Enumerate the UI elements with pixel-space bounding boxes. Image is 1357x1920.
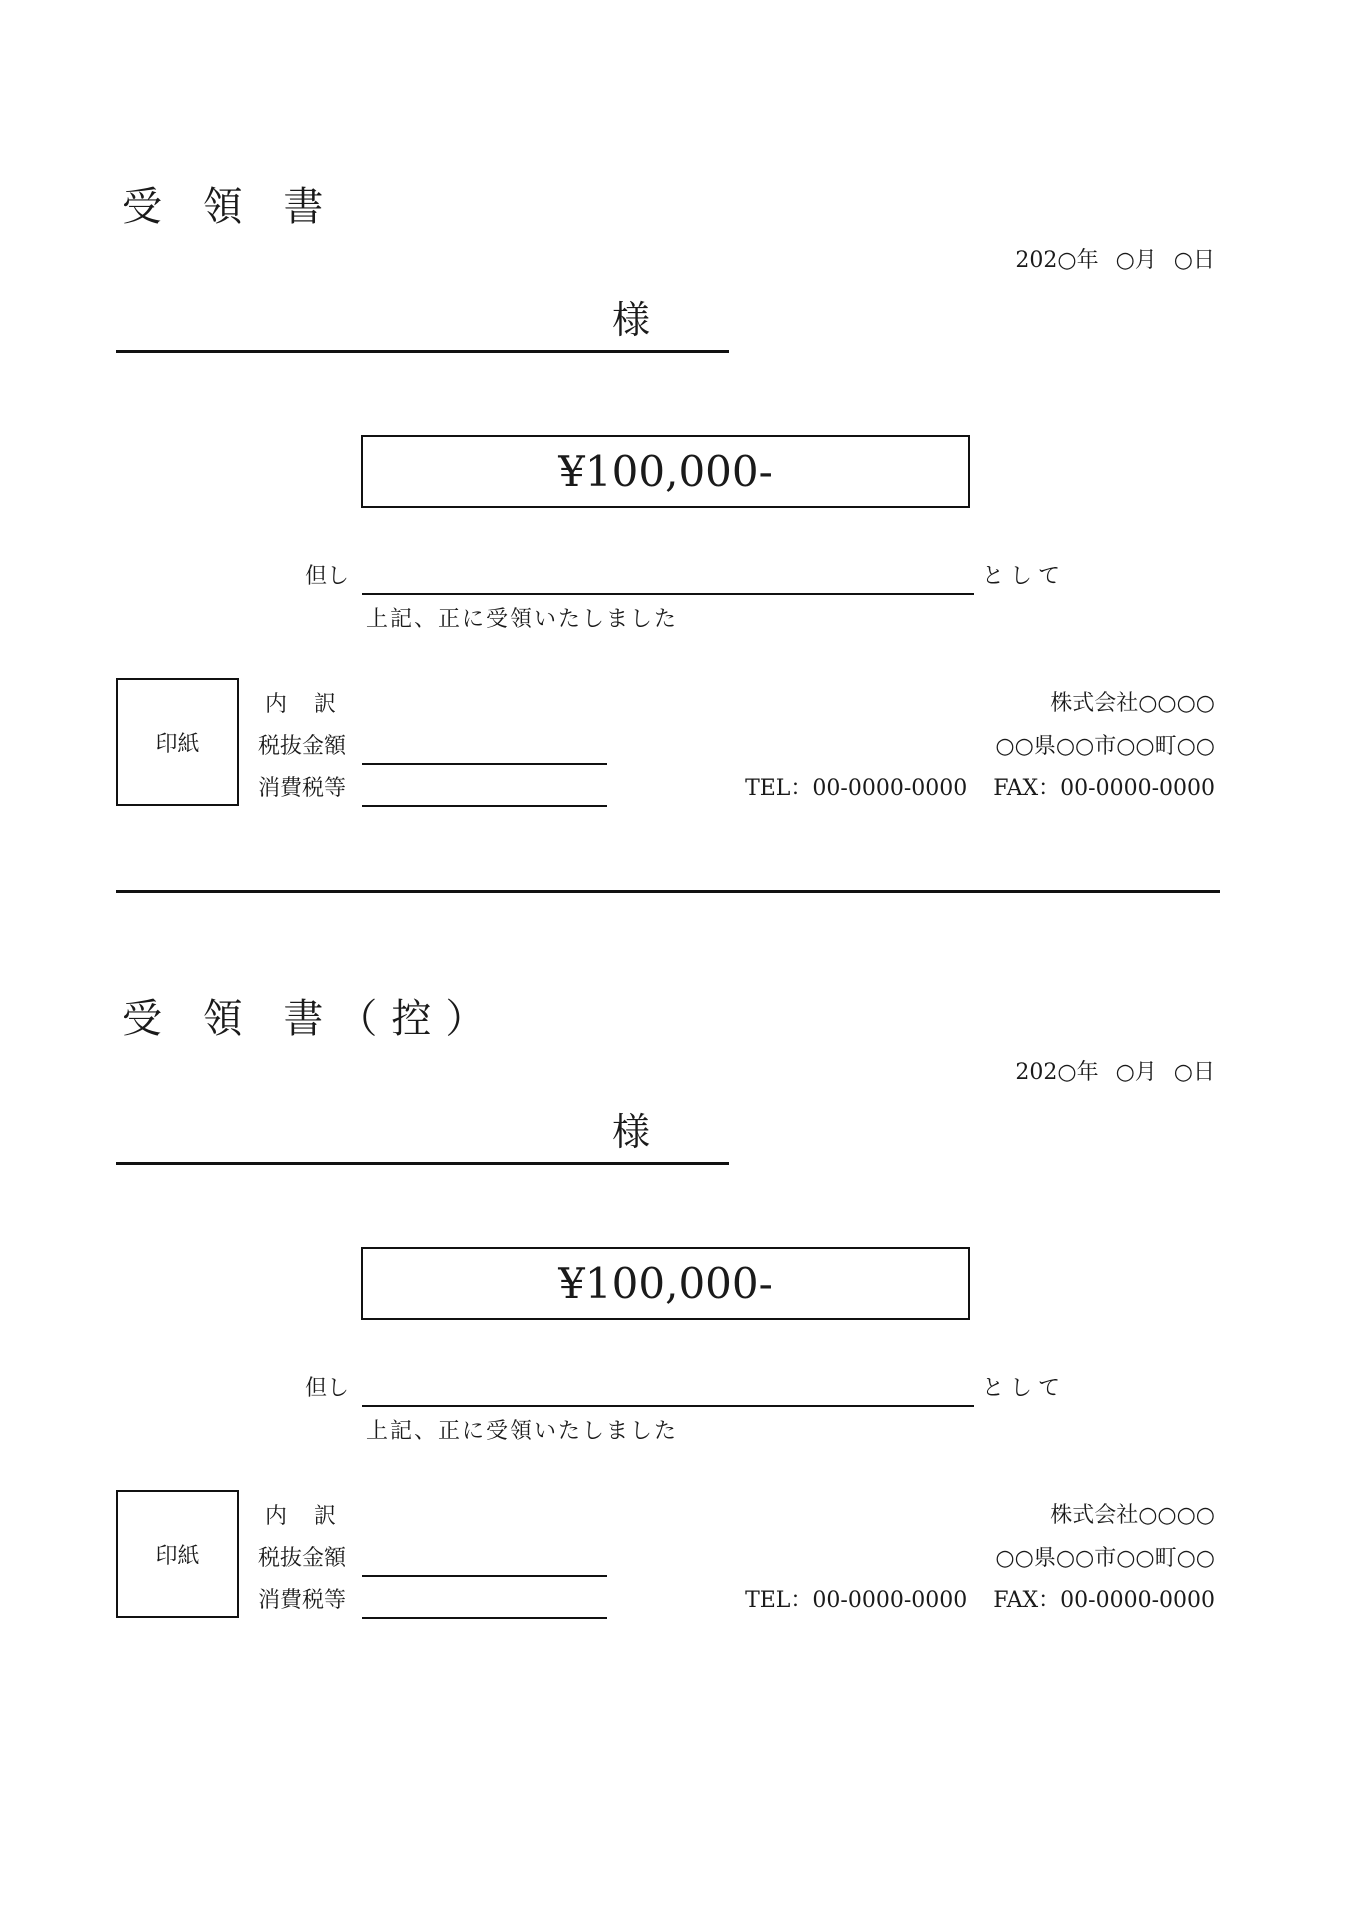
consumption-tax-line (362, 1617, 607, 1619)
amount-box (361, 1247, 970, 1320)
tax-excluded-line (362, 1575, 607, 1577)
tax-excluded-line (362, 763, 607, 765)
company-address: ○○県○○市○○町○○ (995, 1546, 1215, 1571)
stamp-label: 印紙 (155, 731, 200, 757)
fax-number: FAX：00-0000-0000 (993, 1588, 1215, 1613)
tax-excluded-label: 税抜金額 (258, 1546, 347, 1571)
company-name: 株式会社○○○○ (1050, 1503, 1215, 1528)
receipt-original (0, 0, 1357, 801)
purpose-line (362, 593, 974, 595)
purpose-suffix: として (982, 564, 1067, 589)
purpose-suffix: として (982, 1376, 1067, 1401)
breakdown-label: 内 訳 (265, 692, 336, 717)
company-contact (745, 771, 1215, 802)
purpose-line (362, 1405, 974, 1407)
consumption-tax-label: 消費税等 (258, 776, 347, 801)
recipient-name-line (116, 350, 729, 353)
tax-excluded-label: 税抜金額 (258, 734, 347, 759)
honorific: 様 (612, 1110, 651, 1154)
stamp-label: 印紙 (155, 1543, 200, 1569)
issue-date: 202○年 ○月 ○日 (1015, 248, 1215, 273)
phone-number: TEL：00-0000-0000 (745, 1588, 968, 1613)
consumption-tax-line (362, 805, 607, 807)
fax-number: FAX：00-0000-0000 (993, 776, 1215, 801)
company-name: 株式会社○○○○ (1050, 691, 1215, 716)
received-note: 上記、正に受領いたしました (366, 607, 679, 632)
consumption-tax-label: 消費税等 (258, 1588, 347, 1613)
purpose-prefix: 但し (305, 564, 350, 589)
company-address: ○○県○○市○○町○○ (995, 734, 1215, 759)
revenue-stamp-box (116, 1490, 239, 1618)
breakdown-label: 内 訳 (265, 1504, 336, 1529)
issue-date: 202○年 ○月 ○日 (1015, 1060, 1215, 1085)
honorific: 様 (612, 298, 651, 342)
phone-number: TEL：00-0000-0000 (745, 776, 968, 801)
received-note: 上記、正に受領いたしました (366, 1419, 679, 1444)
purpose-prefix: 但し (305, 1376, 350, 1401)
amount-value: ¥100,000- (558, 1259, 773, 1308)
receipt-copy (0, 812, 1357, 1613)
receipt-title: 受 領 書（控） (122, 996, 500, 1042)
company-contact (745, 1583, 1215, 1614)
amount-value: ¥100,000- (558, 447, 773, 496)
receipt-title: 受 領 書 (122, 184, 338, 230)
recipient-name-line (116, 1162, 729, 1165)
revenue-stamp-box (116, 678, 239, 806)
amount-box (361, 435, 970, 508)
